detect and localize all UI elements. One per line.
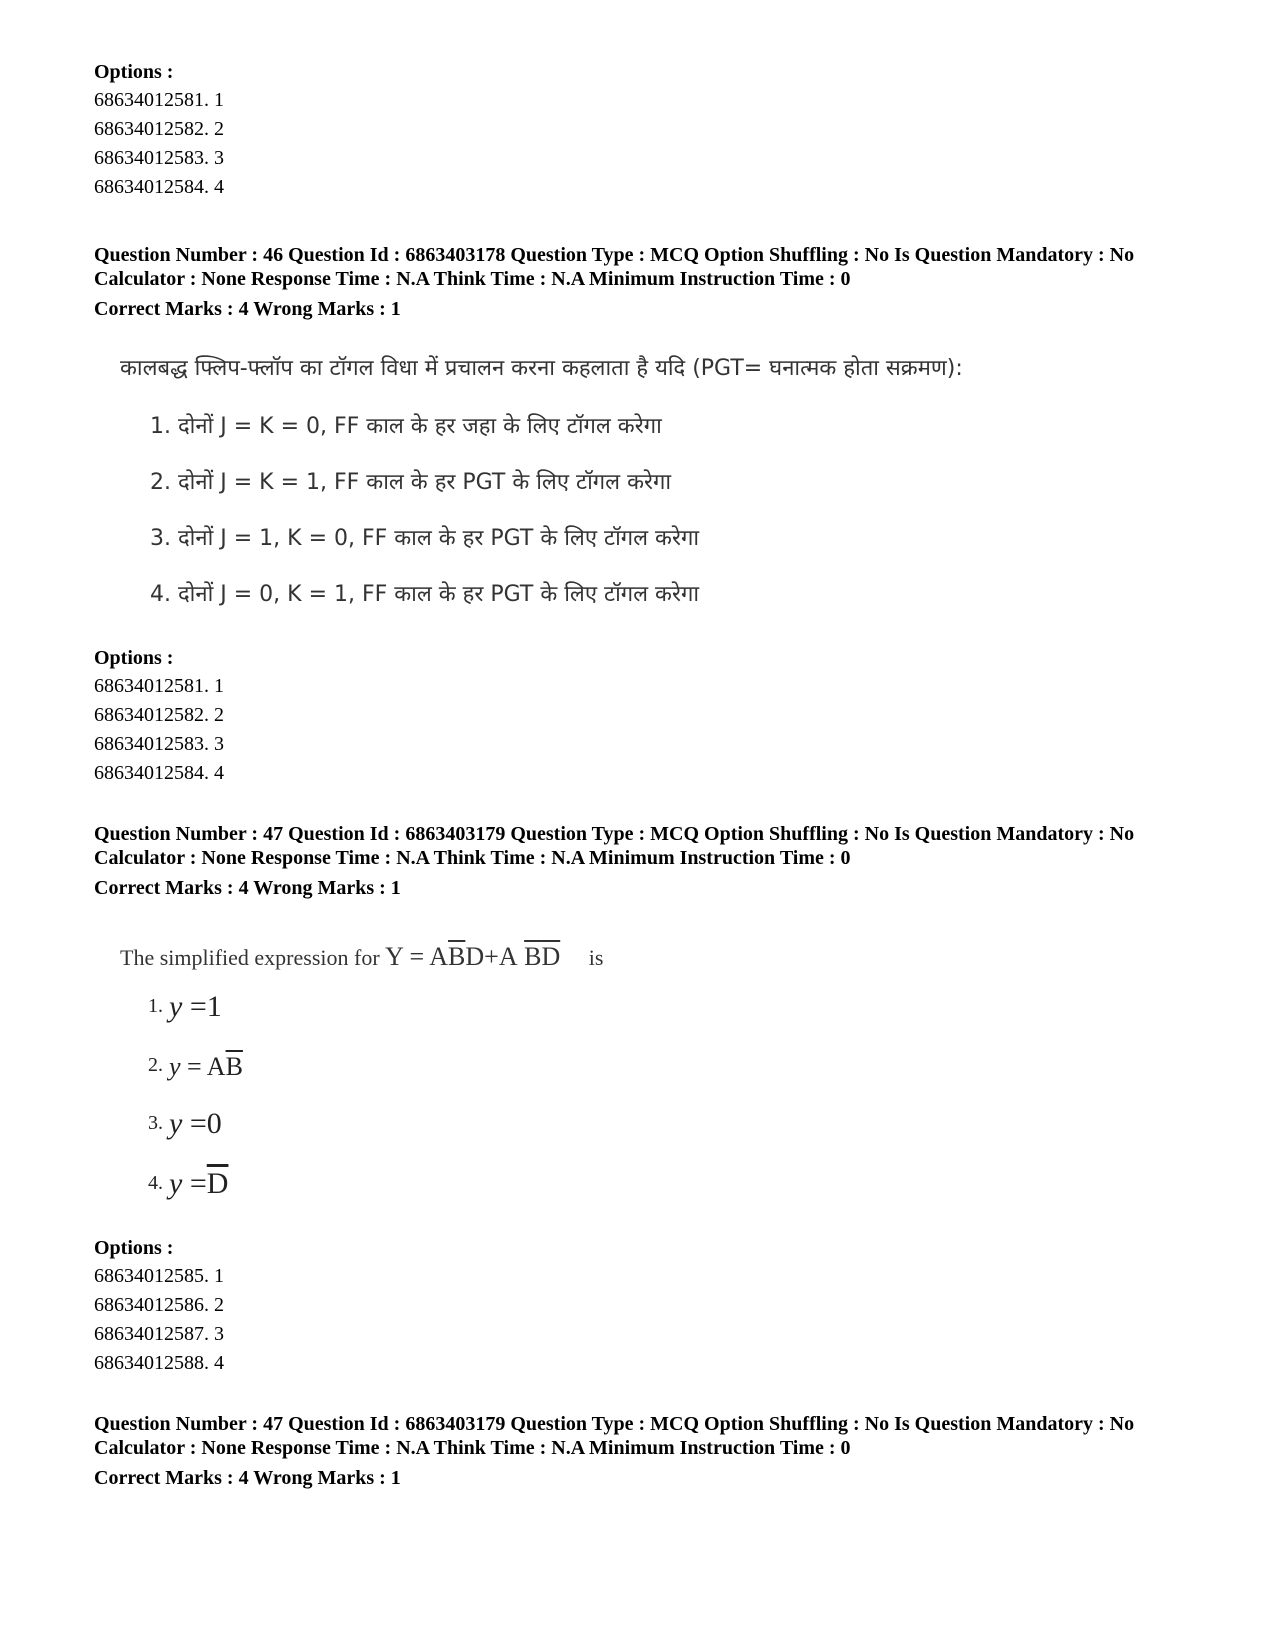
option-line: 68634012588. 4: [94, 1352, 224, 1374]
options-block-prev: [94, 58, 224, 202]
question-47-stem: [120, 942, 603, 972]
options-title: Options :: [94, 647, 174, 669]
question-47-choice-2: 2. $y = A\overline{B}$: [148, 1052, 243, 1081]
question-header: Question Number : 47 Question Id : 6863403179 Question Type : MCQ Option Shuffling : No Is Question Mandatory : No Calculator : None Response Time : N.A Think Time : N.A Minimum Instruction Time : 0: [94, 823, 1135, 869]
question-47-choice-4: 4. $y =\overline{D}$: [148, 1167, 229, 1200]
question-47-header: [94, 822, 1194, 900]
options-title: Options :: [94, 61, 174, 83]
option-line: 68634012583. 3: [94, 733, 224, 755]
question-46-choice-4: 4. दोनों J = 0, K = 1, FF काल के हर PGT के लिए टॉगल करेगा: [150, 582, 700, 607]
question-header: Question Number : 46 Question Id : 6863403178 Question Type : MCQ Option Shuffling : No Is Question Mandatory : No Calculator : None Response Time : N.A Think Time : N.A Minimum Instruction Time : 0: [94, 244, 1135, 290]
option-line: 68634012582. 2: [94, 118, 224, 140]
question-marks: Correct Marks : 4 Wrong Marks : 1: [94, 877, 401, 899]
option-line: 68634012583. 3: [94, 147, 224, 169]
options-title: Options :: [94, 1237, 174, 1259]
stem-suffix: is: [588, 945, 604, 970]
option-line: 68634012584. 4: [94, 762, 224, 784]
option-line: 68634012587. 3: [94, 1323, 224, 1345]
question-47-choice-3: 3. y =0: [148, 1107, 222, 1140]
option-line: 68634012581. 1: [94, 89, 224, 111]
question-46-header: [94, 243, 1194, 321]
question-47b-header: [94, 1412, 1194, 1490]
question-46-stem: कालबद्ध फ्लिप-फ्लॉप का टॉगल विधा में प्रचालन करना कहलाता है यदि (PGT= घनात्मक होता सक्रमण):: [120, 356, 963, 381]
question-47-choice-1: 1. y =1: [148, 990, 222, 1023]
question-marks: Correct Marks : 4 Wrong Marks : 1: [94, 298, 401, 320]
option-line: 68634012582. 2: [94, 704, 224, 726]
question-47-options: [94, 1234, 224, 1378]
question-header: Question Number : 47 Question Id : 6863403179 Question Type : MCQ Option Shuffling : No Is Question Mandatory : No Calculator : None Response Time : N.A Think Time : N.A Minimum Instruction Time : 0: [94, 1413, 1135, 1459]
stem-prefix: The simplified expression for: [120, 945, 380, 970]
option-line: 68634012586. 2: [94, 1294, 224, 1316]
question-marks: Correct Marks : 4 Wrong Marks : 1: [94, 1467, 401, 1489]
option-line: 68634012585. 1: [94, 1265, 224, 1287]
option-line: 68634012581. 1: [94, 675, 224, 697]
stem-expression: $Y = A\overline{B}D+A$ $\overline{B}\overline{D}$: [385, 942, 561, 971]
question-46-options: [94, 644, 224, 788]
option-line: 68634012584. 4: [94, 176, 224, 198]
question-46-choice-2: 2. दोनों J = K = 1, FF काल के हर PGT के लिए टॉगल करेगा: [150, 470, 672, 495]
question-46-choice-3: 3. दोनों J = 1, K = 0, FF काल के हर PGT के लिए टॉगल करेगा: [150, 526, 700, 551]
question-46-choice-1: 1. दोनों J = K = 0, FF काल के हर जहा के लिए टॉगल करेगा: [150, 414, 662, 439]
